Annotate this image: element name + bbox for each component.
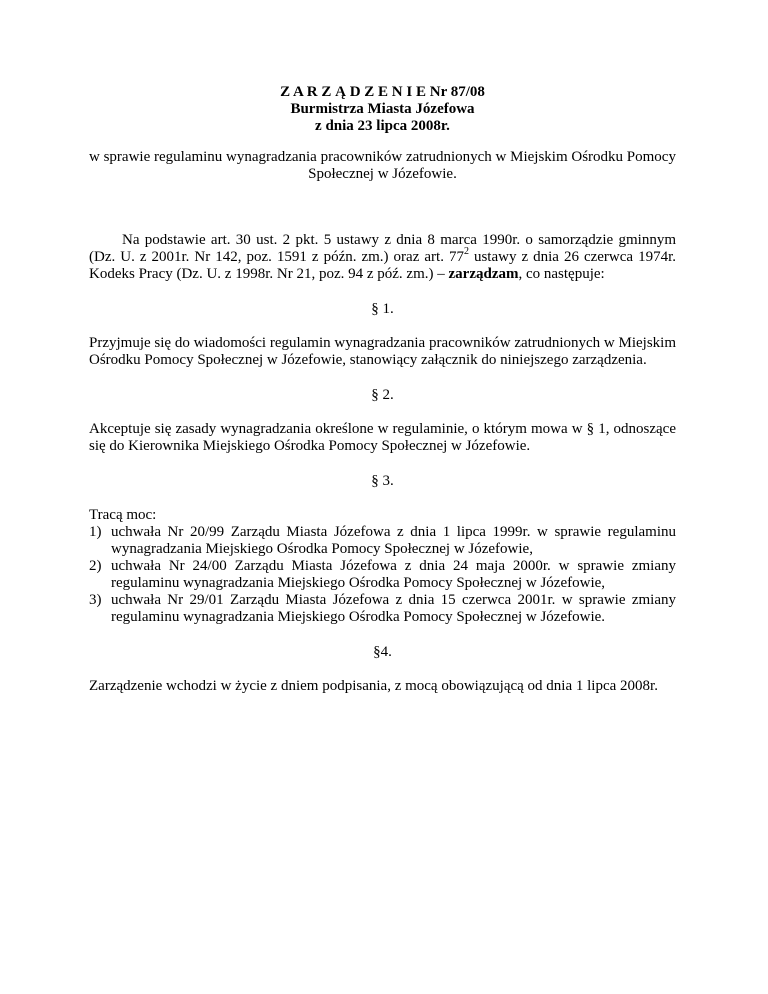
list-item [89, 524, 676, 558]
list-item-text: uchwała Nr 24/00 Zarządu Miasta Józefowa z dnia 24 maja 2000r. w sprawie zmiany regulaminu wynagradzania Miejskiego Ośrodka Pomocy Społecznej w Józefowie, [111, 558, 676, 591]
preamble-decision: zarządzam [448, 266, 519, 282]
list-item [89, 558, 676, 592]
document-subject: w sprawie regulaminu wynagradzania pracowników zatrudnionych w Miejskim Ośrodku Pomocy Społecznej w Józefowie. [89, 149, 676, 182]
document-header [89, 84, 676, 135]
section-1-text: Przyjmuje się do wiadomości regulamin wynagradzania pracowników zatrudnionych w Miejskim Ośrodku Pomocy Społecznej w Józefowie, stanowiący załącznik do niniejszego zarządzenia. [89, 335, 676, 368]
list-item-number: 1) [89, 524, 102, 540]
document-title [89, 84, 676, 101]
section-4-heading: §4. [373, 644, 392, 660]
section-2-heading: § 2. [371, 387, 394, 403]
preamble-part-1: Na podstawie art. 30 ust. 2 pkt. 5 ustawy z dnia 8 marca 1990r. o samorządzie gminnym (Dz. U. z 2001r. Nr 142, poz. 1591 z późn. zm.) oraz art. 77 [89, 232, 676, 265]
preamble-part-3: , co następuje: [518, 266, 605, 282]
list-item-number: 3) [89, 592, 102, 608]
section-4-text: Zarządzenie wchodzi w życie z dniem podpisania, z mocą obowiązującą od dnia 1 lipca 2008r. [89, 678, 658, 694]
section-2-text: Akceptuje się zasady wynagradzania określone w regulaminie, o którym mowa w § 1, odnoszące się do Kierownika Miejskiego Ośrodka Pomocy Społecznej w Józefowie. [89, 421, 676, 454]
section-1-heading: § 1. [371, 301, 394, 317]
document-content [89, 84, 676, 695]
title-word: Z A R Z Ą D Z E N I E [280, 84, 426, 100]
preamble [89, 232, 676, 283]
section-3-intro: Tracą moc: [89, 507, 157, 523]
section-3-heading: § 3. [371, 473, 394, 489]
issue-date: z dnia 23 lipca 2008r. [315, 118, 450, 134]
repealed-acts-list [89, 524, 676, 626]
list-item-number: 2) [89, 558, 102, 574]
list-item-text: uchwała Nr 20/99 Zarządu Miasta Józefowa z dnia 1 lipca 1999r. w sprawie regulaminu wynagradzania Miejskiego Ośrodka Pomocy Społecznej w Józefowie, [111, 524, 676, 557]
issuer: Burmistrza Miasta Józefowa [290, 101, 475, 117]
preamble-part-2: ustawy z dnia 26 czerwca 1974r. Kodeks Pracy (Dz. U. z 1998r. Nr 21, poz. 94 z póź. zm.) – [89, 249, 676, 282]
list-item [89, 592, 676, 626]
list-item-text: uchwała Nr 29/01 Zarządu Miasta Józefowa z dnia 15 czerwca 2001r. w sprawie zmiany regulaminu wynagradzania Miejskiego Ośrodka Pomocy Społecznej w Józefowie. [111, 592, 676, 625]
preamble-superscript: 2 [463, 246, 469, 257]
document-number: Nr 87/08 [429, 84, 485, 100]
